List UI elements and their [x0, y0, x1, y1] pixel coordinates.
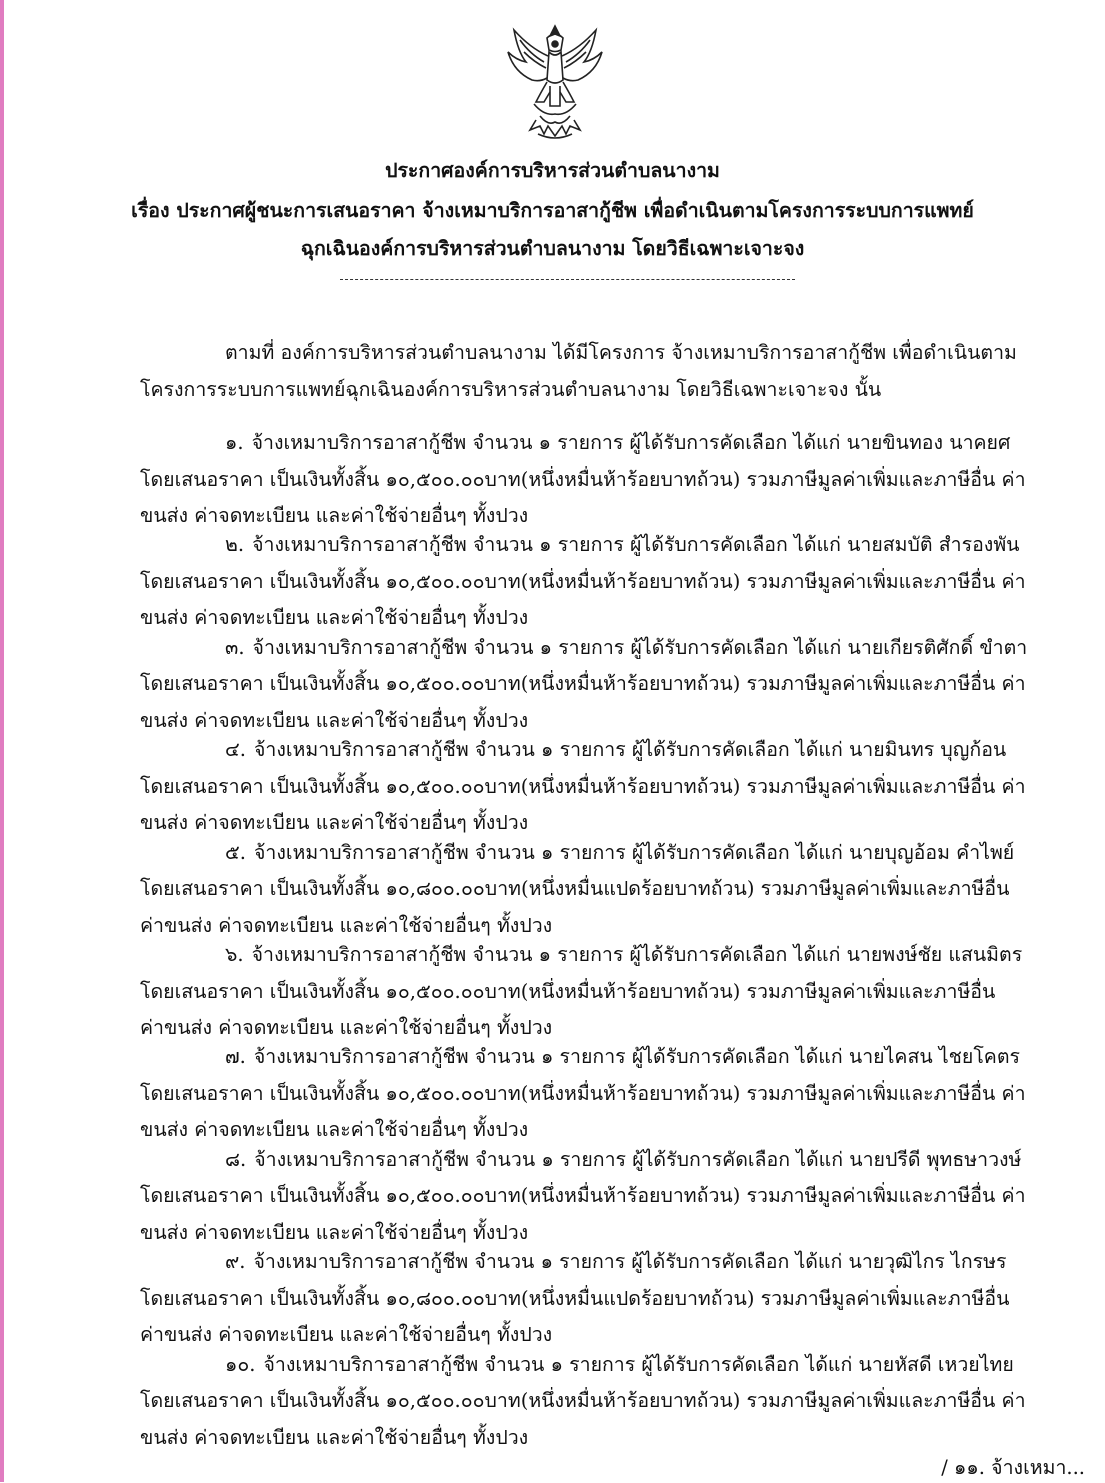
award-item-item-line-2	[140, 464, 1026, 495]
award-item-item-line-3	[140, 500, 528, 531]
item-text: โดยเสนอราคา เป็นเงินทั้งสิ้น ๑๐,๕๐๐.๐๐บาท(หนึ่งหมื่นห้าร้อยบาทถ้วน) รวมภาษีมูลค่าเพิ่มและภาษีอื่น ค่า	[140, 672, 1026, 695]
award-item-item-line-1	[225, 1246, 1006, 1277]
item-text: จ้างเหมาบริการอาสากู้ชีพ จำนวน ๑ รายการ ผู้ได้รับการคัดเลือก ได้แก่ นายวุฒิไกร ไกรษร	[253, 1250, 1007, 1273]
award-item-item-line-1	[225, 529, 1020, 560]
award-item-item-line-2	[140, 1078, 1026, 1109]
item-number: ๖.	[225, 943, 244, 966]
item-text: ขนส่ง ค่าจดทะเบียน และค่าใช้จ่ายอื่นๆ ทั้งปวง	[140, 709, 529, 732]
item-text: จ้างเหมาบริการอาสากู้ชีพ จำนวน ๑ รายการ ผู้ได้รับการคัดเลือก ได้แก่ นายเกียรติศักดิ์ ขำตา	[252, 636, 1028, 659]
award-item-item-line-3	[140, 1114, 528, 1145]
item-text: จ้างเหมาบริการอาสากู้ชีพ จำนวน ๑ รายการ ผู้ได้รับการคัดเลือก ได้แก่ นายหัสดี เหวยไทย	[263, 1353, 1014, 1376]
subject-line-2: ฉุกเฉินองค์การบริหารส่วนตำบลนางาม โดยวิธีเฉพาะเจาะจง	[300, 237, 805, 260]
item-text: โดยเสนอราคา เป็นเงินทั้งสิ้น ๑๐,๕๐๐.๐๐บาท(หนึ่งหมื่นห้าร้อยบาทถ้วน) รวมภาษีมูลค่าเพิ่มและภาษีอื่น ค่า	[140, 1184, 1026, 1207]
item-text: โดยเสนอราคา เป็นเงินทั้งสิ้น ๑๐,๕๐๐.๐๐บาท(หนึ่งหมื่นห้าร้อยบาทถ้วน) รวมภาษีมูลค่าเพิ่มและภาษีอื่น ค่า	[140, 468, 1026, 491]
award-item-item-line-3	[140, 1217, 528, 1248]
award-item-item-line-3	[140, 705, 528, 736]
item-text: ค่าขนส่ง ค่าจดทะเบียน และค่าใช้จ่ายอื่นๆ ทั้งปวง	[140, 914, 553, 937]
item-text: จ้างเหมาบริการอาสากู้ชีพ จำนวน ๑ รายการ ผู้ได้รับการคัดเลือก ได้แก่ นายขินทอง นาคยศ	[251, 431, 1011, 454]
item-text: จ้างเหมาบริการอาสากู้ชีพ จำนวน ๑ รายการ ผู้ได้รับการคัดเลือก ได้แก่ นายปรีดี พุทธษาวงษ์	[254, 1148, 1022, 1171]
award-item-item-line-2	[140, 771, 1026, 802]
item-text: ขนส่ง ค่าจดทะเบียน และค่าใช้จ่ายอื่นๆ ทั้งปวง	[140, 1221, 529, 1244]
award-item-item-line-2	[140, 976, 995, 1007]
intro-line-1: ตามที่ องค์การบริหารส่วนตำบลนางาม ได้มีโครงการ จ้างเหมาบริการอาสากู้ชีพ เพื่อดำเนินตาม	[225, 341, 1017, 364]
award-item-item-line-3	[140, 910, 552, 941]
item-text: โดยเสนอราคา เป็นเงินทั้งสิ้น ๑๐,๘๐๐.๐๐บาท(หนึ่งหมื่นแปดร้อยบาทถ้วน) รวมภาษีมูลค่าเพิ่มและภาษีอื่น	[140, 877, 1010, 900]
award-item-item-line-3	[140, 1319, 552, 1350]
document-title: ประกาศองค์การบริหารส่วนตำบลนางาม	[385, 159, 720, 182]
item-text: ขนส่ง ค่าจดทะเบียน และค่าใช้จ่ายอื่นๆ ทั้งปวง	[140, 504, 529, 527]
item-text: จ้างเหมาบริการอาสากู้ชีพ จำนวน ๑ รายการ ผู้ได้รับการคัดเลือก ได้แก่ นายพงษ์ชัย แสนมิตร	[251, 943, 1023, 966]
award-item-item-line-2	[140, 1180, 1026, 1211]
item-number: ๑๐.	[225, 1353, 256, 1376]
item-number: ๔.	[225, 738, 246, 761]
item-number: ๕.	[225, 841, 246, 864]
award-item-item-line-2	[140, 873, 1009, 904]
item-text: จ้างเหมาบริการอาสากู้ชีพ จำนวน ๑ รายการ ผู้ได้รับการคัดเลือก ได้แก่ นายสมบัติ สำรองพัน	[252, 533, 1020, 556]
item-text: ค่าขนส่ง ค่าจดทะเบียน และค่าใช้จ่ายอื่นๆ ทั้งปวง	[140, 1016, 553, 1039]
award-item-item-line-3	[140, 1422, 528, 1453]
award-item-item-line-2	[140, 1283, 1009, 1314]
item-number: ๒.	[225, 533, 245, 556]
garuda-emblem-icon	[500, 22, 610, 144]
award-item-item-line-1	[225, 1144, 1021, 1175]
item-text: โดยเสนอราคา เป็นเงินทั้งสิ้น ๑๐,๕๐๐.๐๐บาท(หนึ่งหมื่นห้าร้อยบาทถ้วน) รวมภาษีมูลค่าเพิ่มและภาษีอื่น ค่า	[140, 570, 1026, 593]
item-number: ๘.	[225, 1148, 247, 1171]
award-item-item-line-1	[225, 427, 1010, 458]
item-text: ขนส่ง ค่าจดทะเบียน และค่าใช้จ่ายอื่นๆ ทั้งปวง	[140, 1118, 529, 1141]
item-number: ๑.	[225, 431, 244, 454]
award-item-item-line-3	[140, 1012, 552, 1043]
award-item-item-line-1	[225, 1041, 1020, 1072]
intro-line-2: โครงการระบบการแพทย์ฉุกเฉินองค์การบริหารส่วนตำบลนางาม โดยวิธีเฉพาะเจาะจง นั้น	[140, 378, 882, 401]
item-number: ๓.	[225, 636, 245, 659]
award-item-item-line-2	[140, 668, 1026, 699]
award-item-item-line-1	[225, 939, 1022, 970]
item-text: โดยเสนอราคา เป็นเงินทั้งสิ้น ๑๐,๕๐๐.๐๐บาท(หนึ่งหมื่นห้าร้อยบาทถ้วน) รวมภาษีมูลค่าเพิ่มและภาษีอื่น ค่า	[140, 775, 1026, 798]
item-text: ขนส่ง ค่าจดทะเบียน และค่าใช้จ่ายอื่นๆ ทั้งปวง	[140, 811, 529, 834]
item-text: โดยเสนอราคา เป็นเงินทั้งสิ้น ๑๐,๘๐๐.๐๐บาท(หนึ่งหมื่นแปดร้อยบาทถ้วน) รวมภาษีมูลค่าเพิ่มและภาษีอื่น	[140, 1287, 1010, 1310]
award-item-item-line-2	[140, 566, 1026, 597]
item-text: จ้างเหมาบริการอาสากู้ชีพ จำนวน ๑ รายการ ผู้ได้รับการคัดเลือก ได้แก่ นายบุญอ้อม คำไพย์	[253, 841, 1015, 864]
subject-line-1: เรื่อง ประกาศผู้ชนะการเสนอราคา จ้างเหมาบริการอาสากู้ชีพ เพื่อดำเนินตามโครงการระบบการแพทย์	[131, 199, 974, 222]
item-number: ๗.	[225, 1045, 246, 1068]
item-text: ขนส่ง ค่าจดทะเบียน และค่าใช้จ่ายอื่นๆ ทั้งปวง	[140, 606, 529, 629]
award-item-item-line-1	[225, 1349, 1014, 1380]
award-item-item-line-1	[225, 837, 1014, 868]
award-item-item-line-3	[140, 602, 528, 633]
divider	[340, 279, 795, 280]
item-text: โดยเสนอราคา เป็นเงินทั้งสิ้น ๑๐,๕๐๐.๐๐บาท(หนึ่งหมื่นห้าร้อยบาทถ้วน) รวมภาษีมูลค่าเพิ่มและภาษีอื่น ค่า	[140, 1082, 1026, 1105]
item-text: ค่าขนส่ง ค่าจดทะเบียน และค่าใช้จ่ายอื่นๆ ทั้งปวง	[140, 1323, 553, 1346]
continuation-note: / ๑๑. จ้างเหมา...	[941, 1456, 1085, 1479]
item-text: โดยเสนอราคา เป็นเงินทั้งสิ้น ๑๐,๕๐๐.๐๐บาท(หนึ่งหมื่นห้าร้อยบาทถ้วน) รวมภาษีมูลค่าเพิ่มและภาษีอื่น	[140, 980, 996, 1003]
item-number: ๙.	[225, 1250, 246, 1273]
award-item-item-line-1	[225, 632, 1027, 663]
award-item-item-line-1	[225, 734, 1006, 765]
item-text: จ้างเหมาบริการอาสากู้ชีพ จำนวน ๑ รายการ ผู้ได้รับการคัดเลือก ได้แก่ นายไคสน ไชยโคตร	[253, 1045, 1020, 1068]
item-text: จ้างเหมาบริการอาสากู้ชีพ จำนวน ๑ รายการ ผู้ได้รับการคัดเลือก ได้แก่ นายมินทร บุญก้อน	[253, 738, 1007, 761]
item-text: โดยเสนอราคา เป็นเงินทั้งสิ้น ๑๐,๕๐๐.๐๐บาท(หนึ่งหมื่นห้าร้อยบาทถ้วน) รวมภาษีมูลค่าเพิ่มและภาษีอื่น ค่า	[140, 1389, 1026, 1412]
item-text: ขนส่ง ค่าจดทะเบียน และค่าใช้จ่ายอื่นๆ ทั้งปวง	[140, 1426, 529, 1449]
award-item-item-line-3	[140, 807, 528, 838]
award-item-item-line-2	[140, 1385, 1026, 1416]
